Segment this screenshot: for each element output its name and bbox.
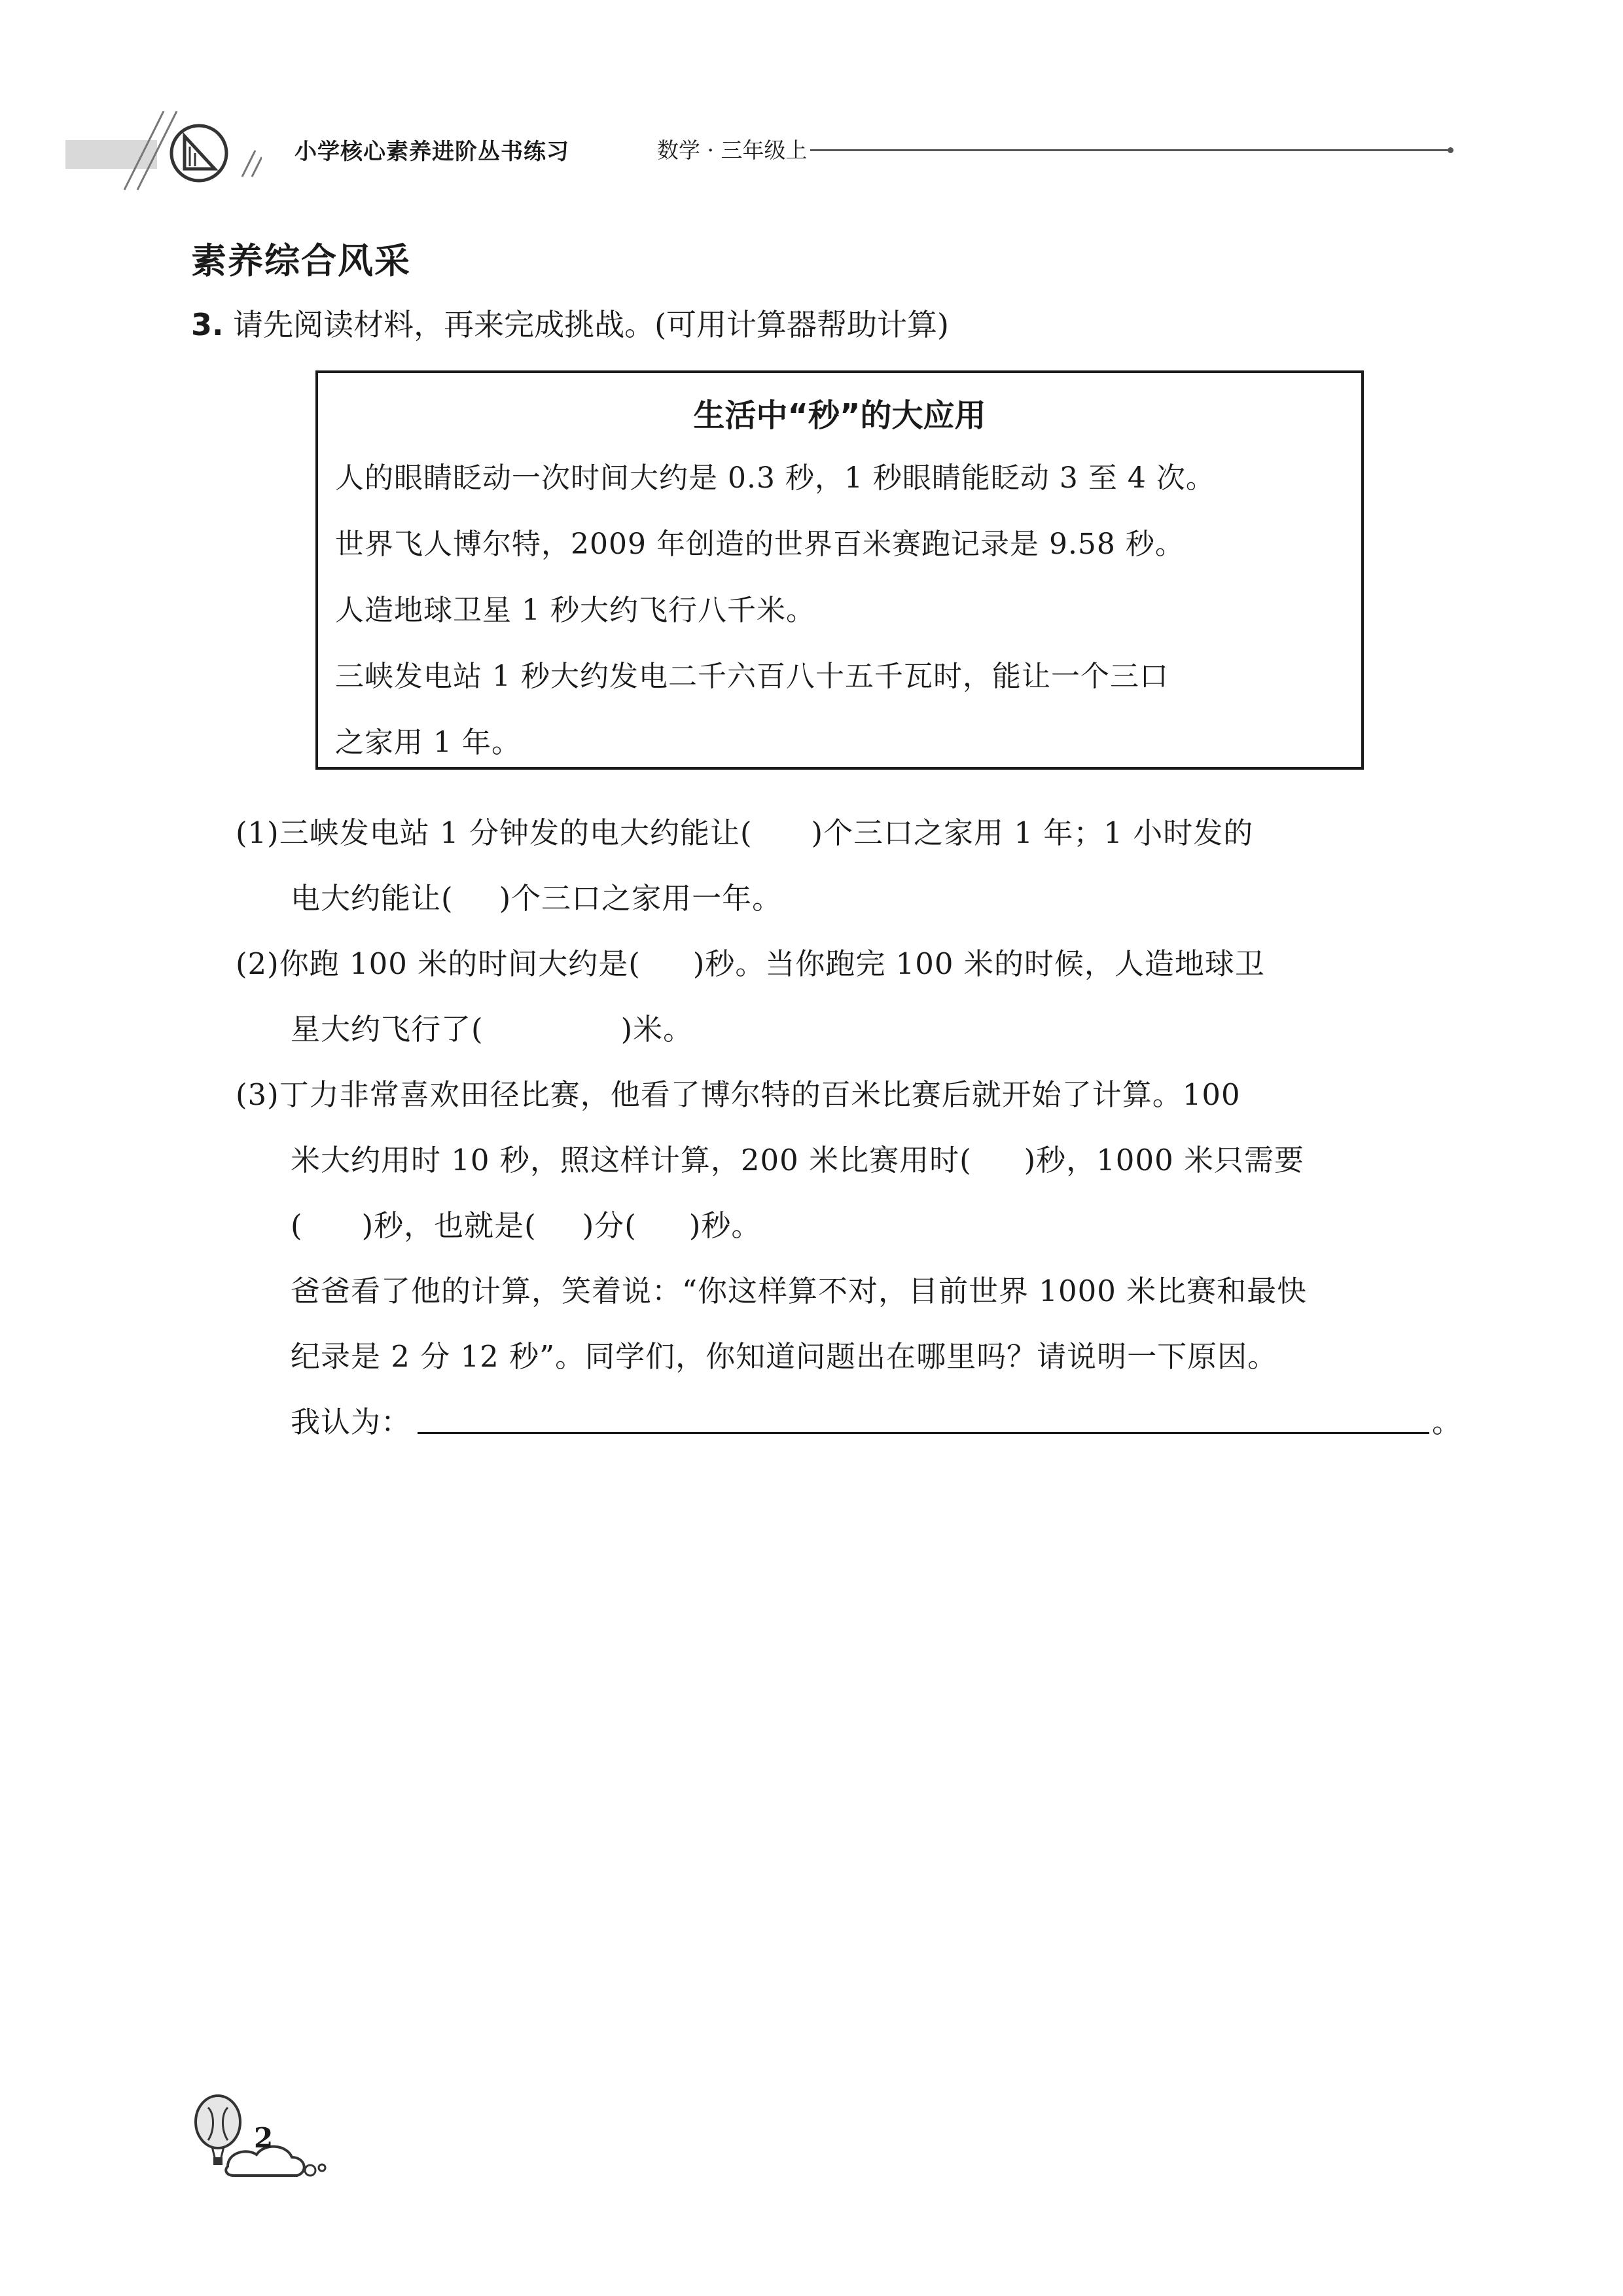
header-decorative-stripes bbox=[65, 111, 262, 196]
text: 米大约用时 10 秒，照这样计算，200 米比赛用时( bbox=[291, 1143, 972, 1177]
text: )秒，也就是( bbox=[361, 1208, 537, 1243]
material-line-3: 人造地球卫星 1 秒大约飞行八千米。 bbox=[335, 594, 815, 627]
text: )分( bbox=[582, 1208, 637, 1243]
answer-label: 我认为： bbox=[291, 1405, 412, 1439]
text: )个三口之家用一年。 bbox=[499, 881, 783, 916]
answer-end-mark: 。 bbox=[1432, 1405, 1463, 1439]
text: )秒，1000 米只需要 bbox=[1024, 1143, 1305, 1177]
text: (2)你跑 100 米的时间大约是( bbox=[236, 946, 641, 981]
material-line-5: 之家用 1 年。 bbox=[335, 726, 521, 759]
sub-question-3-line-4: 爸爸看了他的计算，笑着说：“你这样算不对，目前世界 1000 米比赛和最快 bbox=[291, 1274, 1308, 1308]
series-title: 小学核心素养进阶丛书练习 bbox=[294, 139, 569, 165]
sub-question-1-line-1 bbox=[236, 809, 1253, 852]
question-number: 3. bbox=[191, 307, 224, 342]
ruler-triangle-logo-icon bbox=[169, 123, 229, 183]
text: (1)三峡发电站 1 分钟发的电大约能让( bbox=[236, 816, 753, 850]
question-text: 请先阅读材料，再来完成挑战。(可用计算器帮助计算) bbox=[233, 307, 950, 342]
answer-write-line[interactable] bbox=[418, 1432, 1429, 1434]
text: )秒。 bbox=[688, 1208, 762, 1243]
sub-question-3-line-1: (3)丁力非常喜欢田径比赛，他看了博尔特的百米比赛后就开始了计算。100 bbox=[236, 1077, 1241, 1112]
material-title: 生活中“秒”的大应用 bbox=[693, 397, 986, 434]
page-number: 2 bbox=[254, 2122, 274, 2154]
sub-question-1-line-2 bbox=[291, 874, 782, 917]
header-rule bbox=[810, 149, 1450, 151]
sub-question-3-line-5: 纪录是 2 分 12 秒”。同学们，你知道问题出在哪里吗？请说明一下原因。 bbox=[291, 1339, 1278, 1374]
text: 电大约能让( bbox=[291, 881, 454, 916]
sub-question-2-line-1 bbox=[236, 940, 1265, 982]
sub-question-3-line-2 bbox=[291, 1136, 1304, 1179]
header-rule-end-dot bbox=[1448, 147, 1454, 153]
subject-grade: 数学 · 三年级上 bbox=[657, 137, 808, 163]
text: )秒。当你跑完 100 米的时候，人造地球卫 bbox=[692, 946, 1265, 981]
material-line-4: 三峡发电站 1 秒大约发电二千六百八十五千瓦时，能让一个三口 bbox=[335, 660, 1169, 693]
text: 星大约飞行了( bbox=[291, 1012, 484, 1047]
sub-question-3-line-3 bbox=[291, 1202, 761, 1244]
text: ( bbox=[291, 1208, 303, 1243]
material-line-2: 世界飞人博尔特，2009 年创造的世界百米赛跑记录是 9.58 秒。 bbox=[335, 528, 1185, 561]
text: )米。 bbox=[620, 1012, 694, 1047]
material-line-1: 人的眼睛眨动一次时间大约是 0.3 秒，1 秒眼睛能眨动 3 至 4 次。 bbox=[335, 461, 1215, 495]
question-3-prompt bbox=[191, 301, 949, 344]
sub-question-2-line-2 bbox=[291, 1005, 693, 1048]
section-heading: 素养综合风采 bbox=[191, 240, 411, 281]
text: )个三口之家用 1 年；1 小时发的 bbox=[811, 816, 1254, 850]
